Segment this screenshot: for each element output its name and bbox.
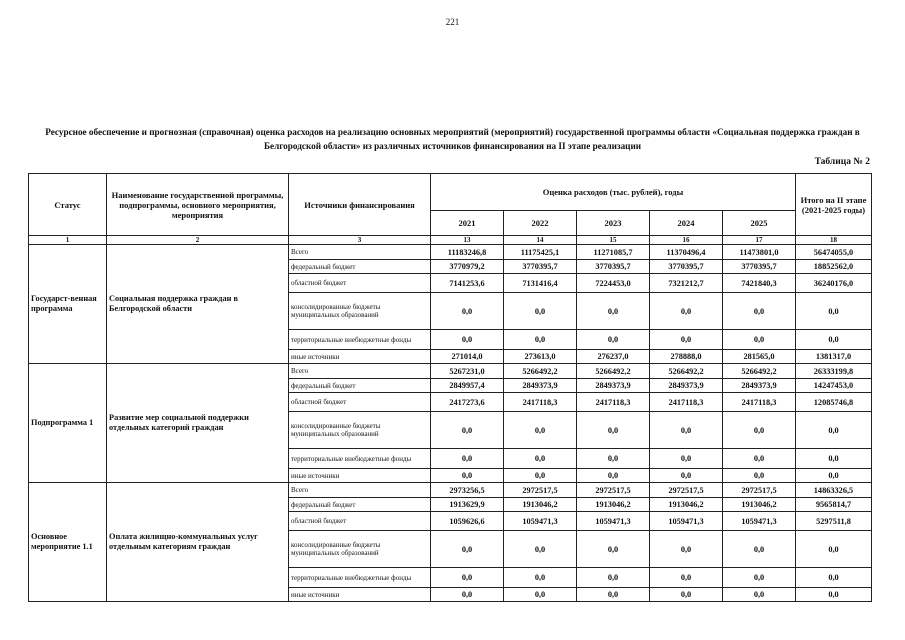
total-value: 0,0 [796,412,872,449]
total-value: 0,0 [796,531,872,568]
year-value: 0,0 [723,449,796,469]
total-value: 0,0 [796,469,872,483]
column-number: 15 [577,236,650,245]
funding-source: областной бюджет [289,274,431,293]
column-number: 3 [289,236,431,245]
year-value: 0,0 [504,588,577,602]
year-value: 0,0 [504,293,577,330]
year-value: 0,0 [577,568,650,588]
year-value: 7224453,0 [577,274,650,293]
year-value: 3770395,7 [650,260,723,274]
year-value: 2417118,3 [650,393,723,412]
year-value: 0,0 [431,330,504,350]
year-value: 0,0 [431,568,504,588]
year-value: 1913629,9 [431,498,504,512]
year-value: 0,0 [723,469,796,483]
column-number-row [29,236,872,245]
year-value: 0,0 [577,293,650,330]
funding-source: областной бюджет [289,393,431,412]
year-value: 0,0 [650,531,723,568]
year-value: 2972517,5 [723,483,796,498]
column-number: 17 [723,236,796,245]
total-value: 18852562,0 [796,260,872,274]
year-value: 2417118,3 [504,393,577,412]
table-row [29,483,872,498]
row-program-name: Развитие мер социальной поддержки отдельных категорий граждан [107,364,289,483]
year-value: 1913046,2 [504,498,577,512]
funding-source: Всего [289,364,431,379]
year-value: 0,0 [504,469,577,483]
year-value: 2849373,9 [577,379,650,393]
year-value: 5267231,0 [431,364,504,379]
header-year: 2024 [650,211,723,236]
year-value: 0,0 [650,330,723,350]
row-status: Подпрограмма 1 [29,364,107,483]
year-value: 5266492,2 [723,364,796,379]
year-value: 0,0 [577,449,650,469]
year-value: 7421840,3 [723,274,796,293]
funding-source: федеральный бюджет [289,260,431,274]
year-value: 11175425,1 [504,245,577,260]
year-value: 0,0 [431,412,504,449]
row-program-name: Оплата жилищно-коммунальных услуг отдельным категориям граждан [107,483,289,602]
total-value: 0,0 [796,330,872,350]
funding-source: областной бюджет [289,512,431,531]
year-value: 0,0 [650,588,723,602]
page-number: 221 [445,17,460,27]
year-value: 1059471,3 [650,512,723,531]
funding-source: Всего [289,483,431,498]
year-value: 11271085,7 [577,245,650,260]
year-value: 0,0 [723,588,796,602]
header-year: 2022 [504,211,577,236]
year-value: 273613,0 [504,350,577,364]
funding-source: иные источники [289,588,431,602]
year-value: 5266492,2 [650,364,723,379]
year-value: 7131416,4 [504,274,577,293]
year-value: 0,0 [431,588,504,602]
year-value: 0,0 [577,531,650,568]
year-value: 2972517,5 [504,483,577,498]
year-value: 0,0 [431,531,504,568]
document-title: Ресурсное обеспечение и прогнозная (справочная) оценка расходов на реализацию основных мероприятий (мероприятий) государственной программы области «Социальная поддержка граждан в Белгородской области» из различных источников финансирования на II этапе реализации [45,127,860,151]
year-value: 0,0 [504,449,577,469]
year-value: 0,0 [650,568,723,588]
year-value: 2417118,3 [723,393,796,412]
year-value: 281565,0 [723,350,796,364]
funding-source: федеральный бюджет [289,379,431,393]
year-value: 2973256,5 [431,483,504,498]
year-value: 1913046,2 [723,498,796,512]
year-value: 3770395,7 [504,260,577,274]
year-value: 0,0 [577,330,650,350]
header-year: 2025 [723,211,796,236]
total-value: 5297511,8 [796,512,872,531]
header-name: Наименование государственной программы, подпрограммы, основного мероприятия, мероприятия [107,174,289,236]
row-program-name: Социальная поддержка граждан в Белгородской области [107,245,289,364]
year-value: 1059471,3 [577,512,650,531]
year-value: 2849373,9 [504,379,577,393]
year-value: 3770979,2 [431,260,504,274]
header-estimate: Оценка расходов (тыс. рублей), годы [431,174,796,211]
year-value: 0,0 [577,588,650,602]
total-value: 14247453,0 [796,379,872,393]
year-value: 0,0 [504,531,577,568]
year-value: 0,0 [723,412,796,449]
header-status: Статус [29,174,107,236]
year-value: 2417273,6 [431,393,504,412]
year-value: 0,0 [650,412,723,449]
total-value: 36240176,0 [796,274,872,293]
row-status: Государст-венная программа [29,245,107,364]
table-row [29,245,872,260]
year-value: 2849373,9 [650,379,723,393]
year-value: 0,0 [650,469,723,483]
year-value: 271014,0 [431,350,504,364]
year-value: 11370496,4 [650,245,723,260]
column-number: 18 [796,236,872,245]
year-value: 11183246,8 [431,245,504,260]
column-number: 13 [431,236,504,245]
total-value: 0,0 [796,293,872,330]
total-value: 0,0 [796,588,872,602]
year-value: 1913046,2 [577,498,650,512]
year-value: 2972517,5 [650,483,723,498]
funding-source: территориальные внебюджетные фонды [289,568,431,588]
year-value: 1059471,3 [723,512,796,531]
year-value: 0,0 [650,293,723,330]
column-number: 14 [504,236,577,245]
year-value: 0,0 [723,293,796,330]
year-value: 0,0 [431,293,504,330]
total-value: 12085746,8 [796,393,872,412]
header-total: Итого на II этапе (2021-2025 годы) [796,174,872,236]
year-value: 3770395,7 [577,260,650,274]
year-value: 0,0 [504,330,577,350]
total-value: 56474055,0 [796,245,872,260]
total-value: 1381317,0 [796,350,872,364]
year-value: 2417118,3 [577,393,650,412]
year-value: 0,0 [577,412,650,449]
year-value: 1059626,6 [431,512,504,531]
year-value: 7321212,7 [650,274,723,293]
column-number: 2 [107,236,289,245]
year-value: 0,0 [723,568,796,588]
year-value: 3770395,7 [723,260,796,274]
funding-source: федеральный бюджет [289,498,431,512]
header-year: 2021 [431,211,504,236]
year-value: 0,0 [650,449,723,469]
year-value: 0,0 [723,531,796,568]
year-value: 0,0 [504,568,577,588]
year-value: 2849957,4 [431,379,504,393]
funding-table [28,173,872,602]
total-value: 0,0 [796,449,872,469]
year-value: 0,0 [577,469,650,483]
year-value: 0,0 [504,412,577,449]
funding-source: Всего [289,245,431,260]
year-value: 278888,0 [650,350,723,364]
funding-source: иные источники [289,350,431,364]
table-row [29,364,872,379]
funding-source: территориальные внебюджетные фонды [289,449,431,469]
column-number: 16 [650,236,723,245]
total-value: 14863326,5 [796,483,872,498]
year-value: 2972517,5 [577,483,650,498]
year-value: 7141253,6 [431,274,504,293]
funding-source: консолидированные бюджеты муниципальных образований [289,412,431,449]
total-value: 26333199,8 [796,364,872,379]
year-value: 2849373,9 [723,379,796,393]
year-value: 1059471,3 [504,512,577,531]
total-value: 9565814,7 [796,498,872,512]
table-label: Таблица № 2 [814,157,870,167]
funding-source: территориальные внебюджетные фонды [289,330,431,350]
column-number: 1 [29,236,107,245]
header-year: 2023 [577,211,650,236]
year-value: 1913046,2 [650,498,723,512]
year-value: 5266492,2 [577,364,650,379]
row-status: Основное мероприятие 1.1 [29,483,107,602]
funding-source: консолидированные бюджеты муниципальных образований [289,531,431,568]
year-value: 5266492,2 [504,364,577,379]
funding-source: иные источники [289,469,431,483]
year-value: 0,0 [431,469,504,483]
year-value: 11473801,0 [723,245,796,260]
year-value: 0,0 [723,330,796,350]
header-source: Источники финансирования [289,174,431,236]
total-value: 0,0 [796,568,872,588]
year-value: 0,0 [431,449,504,469]
year-value: 276237,0 [577,350,650,364]
funding-source: консолидированные бюджеты муниципальных образований [289,293,431,330]
